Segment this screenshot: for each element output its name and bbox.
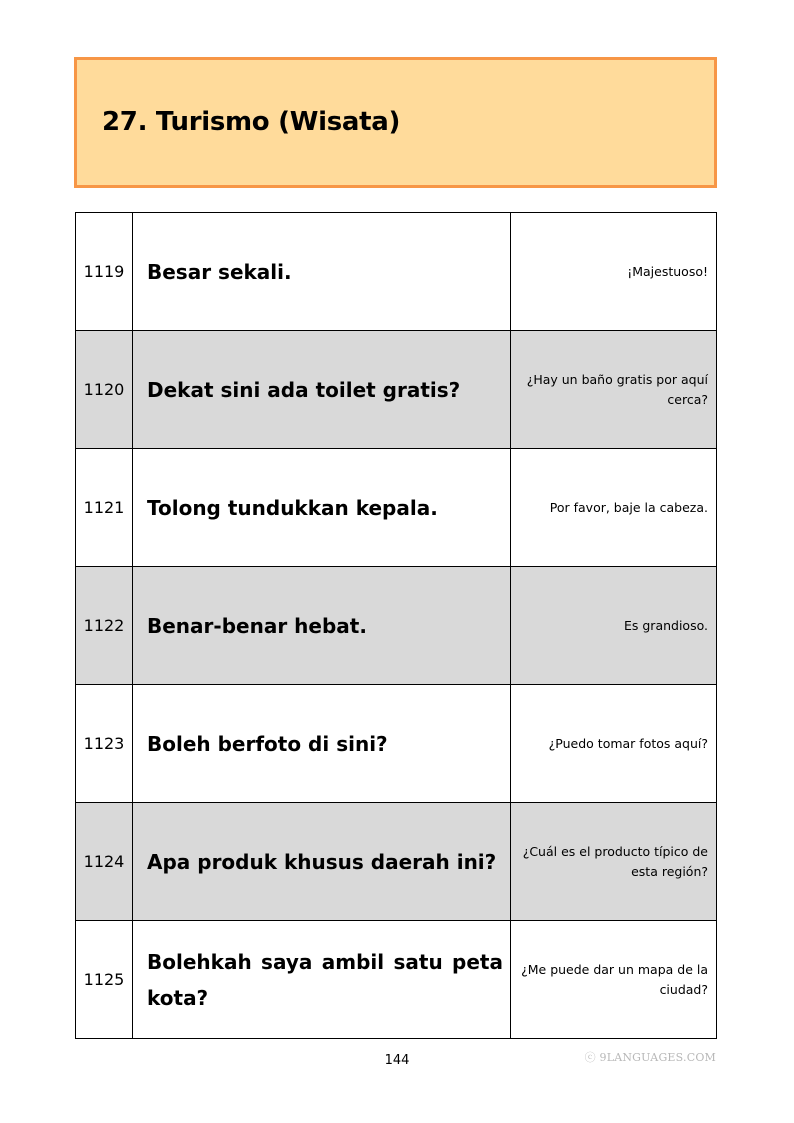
copyright-watermark: ⓒ 9LANGUAGES.COM xyxy=(584,1051,716,1064)
table-row xyxy=(76,921,717,1039)
spanish-translation: Por favor, baje la cabeza. xyxy=(511,449,717,567)
page-number: 144 xyxy=(384,1053,410,1068)
phrase-number: 1123 xyxy=(76,685,133,803)
indonesian-phrase: Tolong tundukkan kepala. xyxy=(133,449,511,567)
indonesian-phrase: Dekat sini ada toilet gratis? xyxy=(133,331,511,449)
indonesian-phrase: Apa produk khusus daerah ini? xyxy=(133,803,511,921)
phrase-number: 1124 xyxy=(76,803,133,921)
table-row xyxy=(76,685,717,803)
spanish-translation: Es grandioso. xyxy=(511,567,717,685)
table-row xyxy=(76,803,717,921)
table-row xyxy=(76,567,717,685)
section-title: 27. Turismo (Wisata) xyxy=(102,107,401,137)
indonesian-phrase: Benar-benar hebat. xyxy=(133,567,511,685)
table-row xyxy=(76,213,717,331)
phrase-number: 1120 xyxy=(76,331,133,449)
indonesian-phrase: Bolehkah saya ambil satu peta kota? xyxy=(133,921,511,1039)
spanish-translation: ¡Majestuoso! xyxy=(511,213,717,331)
table-row xyxy=(76,331,717,449)
spanish-translation: ¿Me puede dar un mapa de la ciudad? xyxy=(511,921,717,1039)
spanish-translation: ¿Hay un baño gratis por aquí cerca? xyxy=(511,331,717,449)
spanish-translation: ¿Cuál es el producto típico de esta región? xyxy=(511,803,717,921)
spanish-translation: ¿Puedo tomar fotos aquí? xyxy=(511,685,717,803)
table-row xyxy=(76,449,717,567)
phrase-number: 1125 xyxy=(76,921,133,1039)
phrase-number: 1119 xyxy=(76,213,133,331)
phrase-table xyxy=(75,212,717,1039)
indonesian-phrase: Boleh berfoto di sini? xyxy=(133,685,511,803)
section-header xyxy=(74,57,717,188)
phrase-number: 1122 xyxy=(76,567,133,685)
phrase-number: 1121 xyxy=(76,449,133,567)
indonesian-phrase: Besar sekali. xyxy=(133,213,511,331)
